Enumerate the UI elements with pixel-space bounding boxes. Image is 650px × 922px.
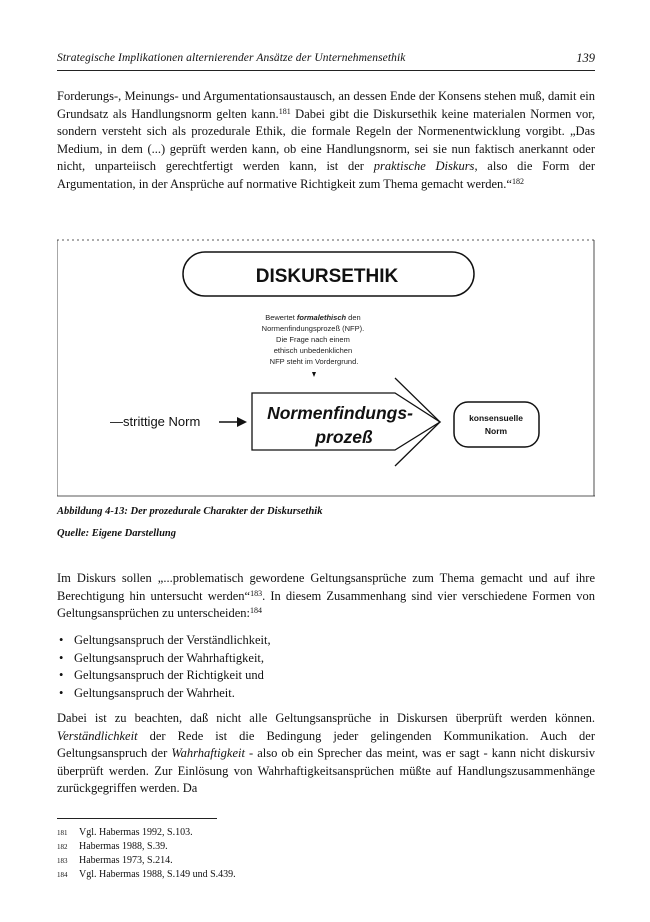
bullet-icon: • [59, 650, 64, 665]
footnote-number: 181 [57, 829, 68, 837]
desc-line-4: NFP steht im Vordergrund. [269, 357, 359, 366]
figure-source: Quelle: Eigene Darstellung [57, 528, 177, 539]
footnotes [57, 826, 595, 882]
footnote-text: Vgl. Habermas 1988, S.149 und S.439. [79, 869, 236, 880]
figure-caption: Abbildung 4-13: Der prozedurale Charakter der Diskursethik [57, 506, 323, 517]
para3-text-2: der Rede ist die Bedingung jeder gelingenden Kommunikation. Auch der Geltungsanspruch der [57, 728, 595, 761]
footnote-ref-184[interactable]: 184 [250, 606, 262, 616]
down-arrow-icon [312, 372, 316, 377]
footnote-ref-182[interactable]: 182 [511, 176, 524, 186]
process-label-1: Normenfindungs- [267, 403, 413, 423]
footnote-text: Vgl. Habermas 1992, S.103. [79, 827, 193, 838]
bullet-icon: • [59, 633, 64, 647]
para1-text-1: Forderungs-, Meinungs- und Argumentationsaustausch, an dessen Ende der Konsens stehen muß, damit ein Grundsatz als Handlungsnorm gelten kann. [57, 89, 595, 121]
desc-prefix: Bewertet [265, 313, 297, 322]
footnote-text: Habermas 1988, S.39. [79, 841, 168, 852]
desc-line-2: Die Frage nach einem [276, 335, 350, 344]
list-item: • Geltungsanspruch der Verständlichkeit, [57, 632, 597, 650]
para2-text-2: . In diesem Zusammenhang sind vier verschiedene Formen von Geltungsansprüchen zu unterscheiden: [57, 588, 596, 621]
header-title: Strategische Implikationen alternierender Ansätze der Unternehmensethik [57, 52, 406, 64]
para2-text-1: Im Diskurs sollen „...problematisch gewordene Geltungsansprüche zum Thema gemacht und auf ihre Berechtigung hin untersucht werden“ [57, 571, 595, 603]
process-label-2: prozeß [315, 427, 373, 447]
footnote-number: 182 [57, 843, 68, 851]
input-arrow-icon [237, 417, 247, 427]
bullet-icon: • [59, 685, 64, 700]
paragraph-2 [57, 570, 595, 623]
desc-line-1: Normenfindungsprozeß (NFP). [261, 324, 365, 333]
page-number: 139 [576, 51, 595, 65]
running-header [57, 52, 595, 71]
footnote-separator [57, 818, 217, 819]
para3-emphasis-1: Verständlichkeit [57, 728, 138, 743]
list-item: • Geltungsanspruch der Wahrheit. [57, 685, 597, 703]
footnote [57, 840, 595, 854]
list-item: • Geltungsanspruch der Richtigkeit und [57, 667, 597, 685]
footnote-ref-181[interactable]: 181 [278, 106, 291, 116]
paragraph-3 [57, 710, 595, 798]
input-label: —strittige Norm [110, 414, 201, 429]
paragraph-1 [57, 88, 595, 194]
para3-text-3: - also ob ein Sprecher das meint, was er sagt - kann nicht diskursiv überprüft werden. Zur Einlösung von Wahrhaftigkeitsansprüchen müßte auf Handlungszusammenhänge zurückgegriffen werden. Da [57, 746, 595, 796]
bullet-icon: • [59, 668, 64, 683]
figure-diskursethik [57, 238, 595, 500]
diagram-title: DISKURSETHIK [255, 266, 399, 287]
validity-claims-list [57, 632, 597, 702]
footnote-number: 183 [57, 857, 68, 865]
footnote-text: Habermas 1973, S.214. [79, 855, 173, 866]
footnote [57, 826, 595, 840]
desc-emphasis: formalethisch [296, 313, 347, 322]
output-box [454, 402, 539, 447]
output-label-2: Norm [484, 426, 508, 436]
para3-emphasis-2: Wahrhaftigkeit [171, 746, 245, 761]
description-text [262, 313, 367, 366]
footnote [57, 868, 595, 882]
output-label-1: konsensuelle [469, 413, 523, 423]
para1-text-2: Dabei gibt die Diskursethik keine materialen Normen vor, sondern versteht sich als prozedurale Ethik, die formale Regeln der Normenentwicklung vorgibt. „Das Medium, in dem (...) geprüft werden kann, ob eine Handlungsnorm, sei sie nun faktisch anerkannt oder nicht, unparteiisch gerechtfertigt werden kann, ist der [57, 106, 596, 174]
para1-emphasis: praktische Diskurs [373, 159, 475, 174]
para3-text-1: Dabei ist zu beachten, daß nicht alle Geltungsansprüche in Diskursen überprüft werden können. [57, 711, 595, 725]
desc-line-3: ethisch unbedenklichen [273, 346, 353, 355]
desc-line-0: den [348, 313, 361, 322]
footnote-number: 184 [57, 871, 68, 879]
footnote [57, 854, 595, 868]
diagram [57, 238, 595, 500]
footnote-ref-183[interactable]: 183 [250, 588, 263, 598]
list-item: • Geltungsanspruch der Wahrhaftigkeit, [57, 650, 597, 668]
para1-text-3: , also die Form der Argumentation, in der Ansprüche auf normative Richtigkeit zum Thema gemacht werden.“ [57, 159, 595, 191]
